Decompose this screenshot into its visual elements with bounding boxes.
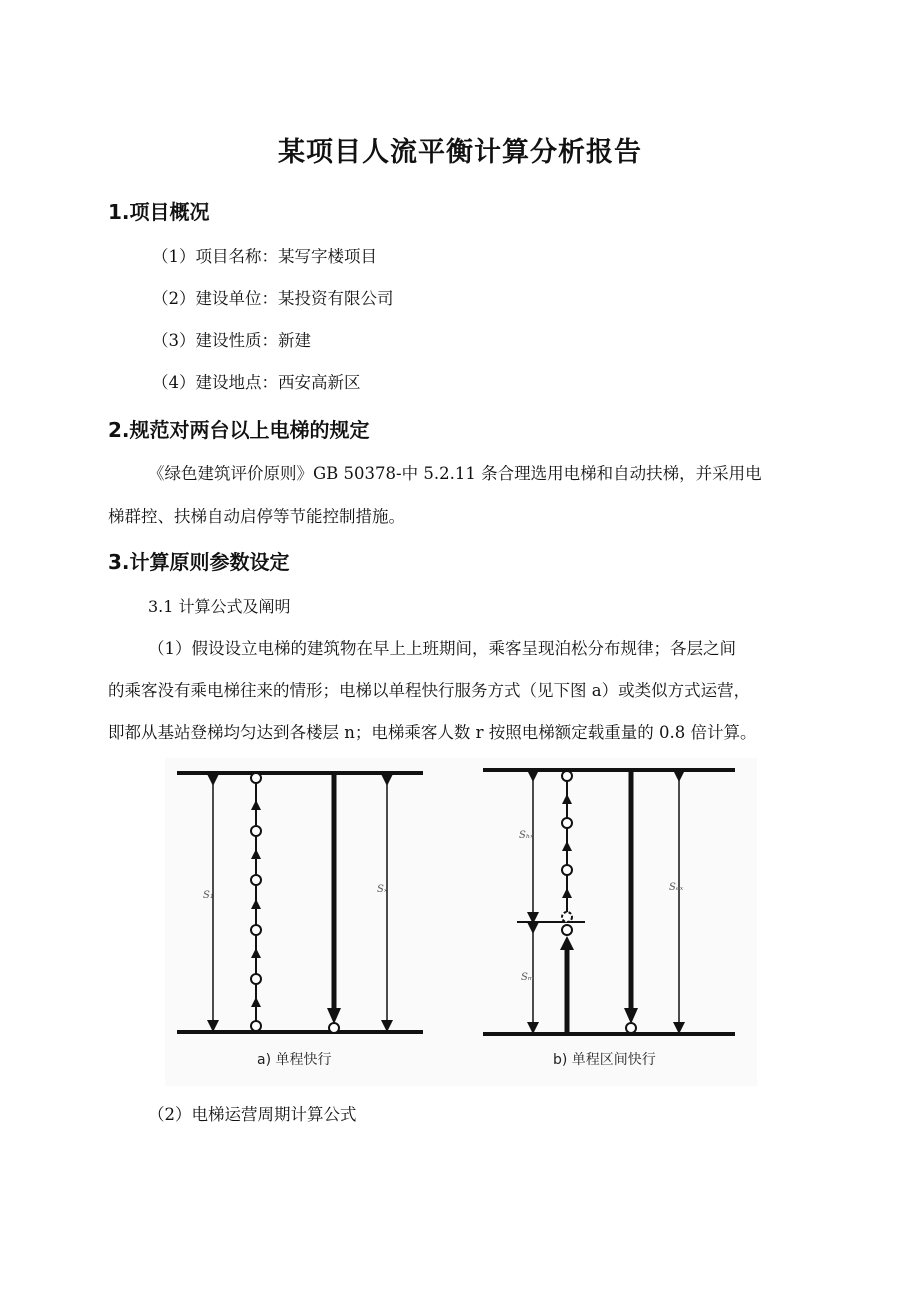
paragraph-line: 的乘客没有乘电梯往来的情形；电梯以单程快行服务方式（见下图 a）或类似方式运营， <box>108 681 751 700</box>
page-title: 某项目人流平衡计算分析报告 <box>278 137 642 168</box>
section-heading-parameters: 3.计算原则参数设定 <box>108 550 290 574</box>
label-sex: Sₑₓ <box>669 882 684 893</box>
elevator-diagram <box>165 758 757 1086</box>
list-item: （4）建设地点：西安高新区 <box>152 373 361 392</box>
caption-a: a) 单程快行 <box>257 1052 332 1068</box>
list-item: （2）建设单位：某投资有限公司 <box>152 289 394 308</box>
list-item: （3）建设性质：新建 <box>152 331 311 350</box>
section-heading-overview: 1.项目概况 <box>108 200 210 224</box>
paragraph-line: 梯群控、扶梯自动启停等节能控制措施。 <box>108 507 405 526</box>
paragraph-line: （1）假设设立电梯的建筑物在早上上班期间，乘客呈现泊松分布规律；各层之间 <box>148 639 736 658</box>
paragraph-line: 即都从基站登梯均匀达到各楼层 n；电梯乘客人数 r 按照电梯额定载重量的 0.8 倍计算。 <box>108 723 757 742</box>
label-sm: Sₘ <box>521 972 534 983</box>
label-s1: S₁ <box>203 890 214 901</box>
sub-heading: 3.1 计算公式及阐明 <box>148 597 291 616</box>
list-item: （2）电梯运营周期计算公式 <box>148 1105 357 1124</box>
section-heading-regulation: 2.规范对两台以上电梯的规定 <box>108 418 370 442</box>
list-item: （1）项目名称：某写字楼项目 <box>152 247 377 266</box>
paragraph-line: 《绿色建筑评价原则》GB 50378-中 5.2.11 条合理选用电梯和自动扶梯，并采用电 <box>148 464 762 483</box>
caption-b: b) 单程区间快行 <box>553 1052 656 1068</box>
label-shx: Sₕₓ <box>519 830 534 841</box>
label-sx: Sₓ <box>377 884 388 895</box>
